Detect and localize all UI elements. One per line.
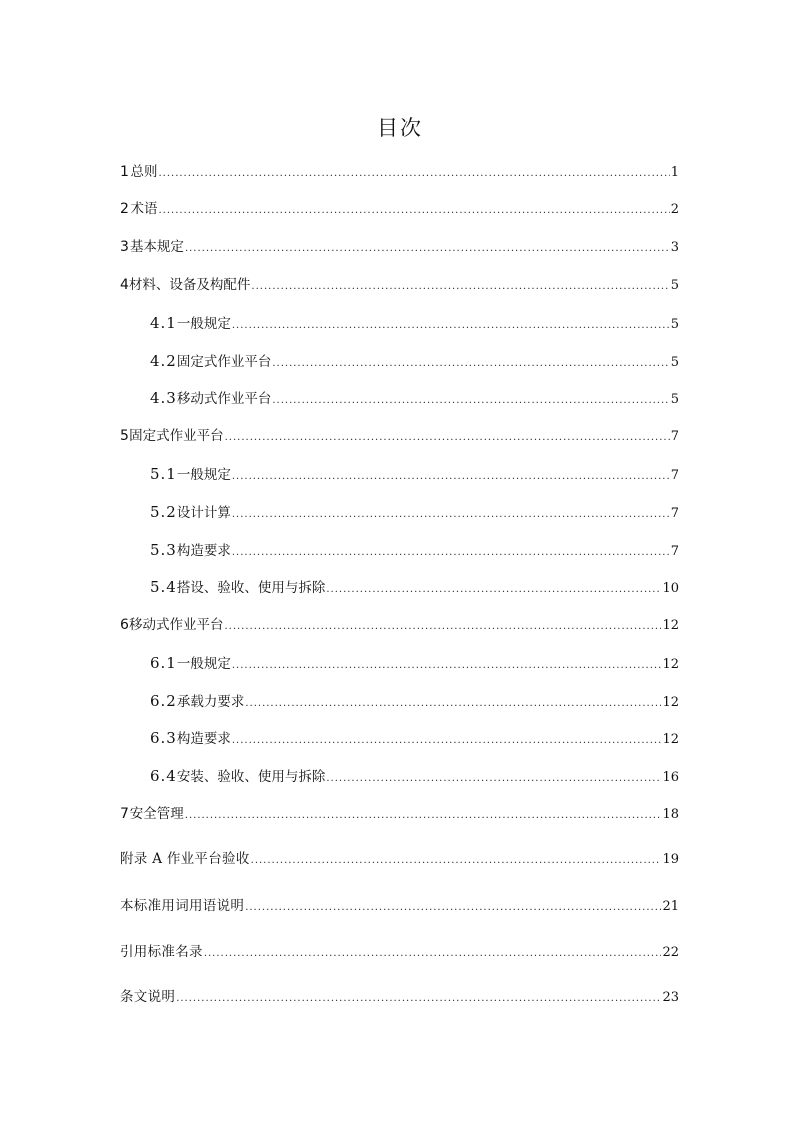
page-title: 目次 (377, 116, 423, 140)
dot-leader (232, 468, 670, 486)
dot-leader (158, 202, 669, 220)
toc-number: 5.4 (150, 578, 177, 596)
dot-leader (245, 899, 661, 917)
toc-number: 4.3 (150, 389, 177, 407)
toc-entry-7[interactable] (120, 805, 679, 823)
toc-entry-5-4[interactable] (150, 578, 679, 596)
toc-entry-clause-explanation[interactable] (120, 988, 679, 1006)
toc-number: 1 (120, 164, 129, 180)
toc-label: 附录 A 作业平台验收 (120, 851, 250, 867)
dot-leader (204, 945, 662, 963)
dot-leader (224, 618, 661, 636)
toc-label: 移动式作业平台 (176, 391, 272, 407)
dot-leader (232, 732, 662, 750)
toc-page-number: 21 (662, 899, 679, 914)
toc-entry-6[interactable] (120, 616, 679, 634)
toc-number: 5.1 (150, 465, 177, 483)
dot-leader (185, 807, 662, 825)
toc-page-number: 12 (662, 618, 679, 633)
toc-entry-referenced-standards[interactable] (120, 943, 679, 961)
toc-label: 固定式作业平台 (129, 428, 224, 444)
toc-page-number: 12 (662, 732, 679, 747)
toc-entry-appendix-a[interactable] (120, 850, 679, 868)
toc-entry-1[interactable] (120, 163, 679, 181)
dot-leader (326, 770, 661, 788)
toc-number: 2 (120, 201, 129, 217)
toc-number: 5.2 (150, 503, 177, 521)
toc-page-number: 12 (662, 657, 679, 672)
toc-label: 本标准用词用语说明 (120, 898, 245, 914)
toc-label: 承载力要求 (176, 694, 245, 710)
toc-label: 引用标准名录 (120, 944, 203, 960)
toc-page-number: 18 (662, 807, 679, 822)
toc-label: 构造要求 (176, 731, 231, 747)
toc-page-number: 1 (670, 165, 679, 180)
dot-leader (251, 278, 669, 296)
toc-label: 固定式作业平台 (176, 354, 272, 370)
dot-leader (232, 506, 670, 524)
toc-page-number: 7 (670, 429, 679, 444)
toc-page-number: 5 (670, 278, 679, 293)
toc-number: 6.4 (150, 767, 177, 785)
toc-page-number: 10 (662, 581, 679, 596)
dot-leader (185, 240, 670, 258)
toc-number: 5 (120, 428, 129, 444)
toc-entry-2[interactable] (120, 200, 679, 218)
toc-label: 总则 (130, 164, 158, 180)
toc-label: 构造要求 (176, 543, 231, 559)
toc-number: 3 (120, 239, 129, 255)
toc-label: 材料、设备及构配件 (128, 277, 251, 293)
toc-entry-6-3[interactable] (150, 729, 679, 747)
toc-page-number: 5 (670, 392, 679, 407)
toc-page-number: 22 (662, 945, 679, 960)
dot-leader (272, 392, 669, 410)
toc-number: 4.2 (150, 352, 177, 370)
toc-number: 6.3 (150, 729, 177, 747)
toc-label: 移动式作业平台 (128, 617, 224, 633)
toc-page-number: 5 (670, 355, 679, 370)
toc-page-number: 2 (670, 202, 679, 217)
toc-page-number: 7 (670, 544, 679, 559)
dot-leader (176, 990, 661, 1008)
toc-number: 5.3 (150, 541, 177, 559)
toc-label: 条文说明 (120, 989, 176, 1005)
toc-number: 6.2 (150, 692, 177, 710)
dot-leader (225, 429, 670, 447)
dot-leader (232, 544, 670, 562)
toc-entry-4[interactable] (120, 276, 679, 294)
toc-label: 一般规定 (176, 656, 231, 672)
toc-page-number: 19 (662, 852, 679, 867)
dot-leader (232, 317, 670, 335)
toc-entry-3[interactable] (120, 238, 679, 256)
toc-label: 安全管理 (129, 806, 184, 822)
toc-page-number: 5 (670, 317, 679, 332)
dot-leader (272, 355, 669, 373)
toc-page-number: 7 (670, 506, 679, 521)
dot-leader (326, 581, 661, 599)
toc-entry-wording-explanation[interactable] (120, 897, 679, 915)
dot-leader (232, 657, 662, 675)
dot-leader (251, 852, 662, 870)
toc-label: 术语 (130, 201, 158, 217)
toc-entry-6-1[interactable] (150, 654, 679, 672)
toc-number: 6.1 (150, 654, 177, 672)
toc-entry-4-3[interactable] (150, 389, 679, 407)
toc-page-number: 7 (670, 468, 679, 483)
toc-page-number: 23 (662, 990, 679, 1005)
toc-entry-6-2[interactable] (150, 692, 679, 710)
toc-entry-5-3[interactable] (150, 541, 679, 559)
toc-entry-5[interactable] (120, 427, 679, 445)
toc-page-number: 3 (670, 240, 679, 255)
toc-number: 6 (120, 617, 129, 633)
dot-leader (158, 165, 669, 183)
toc-label: 一般规定 (176, 316, 231, 332)
toc-label: 安装、验收、使用与拆除 (176, 769, 326, 785)
toc-page-number: 16 (662, 770, 679, 785)
toc-entry-5-2[interactable] (150, 503, 679, 521)
toc-page-number: 12 (662, 695, 679, 710)
toc-number: 4.1 (150, 314, 177, 332)
toc-entry-6-4[interactable] (150, 767, 679, 785)
toc-entry-5-1[interactable] (150, 465, 679, 483)
toc-label: 基本规定 (129, 239, 184, 255)
toc-label: 设计计算 (176, 505, 231, 521)
toc-number: 4 (120, 277, 129, 293)
toc-label: 一般规定 (176, 467, 231, 483)
toc-entry-4-1[interactable] (150, 314, 679, 332)
dot-leader (245, 695, 661, 713)
toc-entry-4-2[interactable] (150, 352, 679, 370)
toc-number: 7 (120, 806, 129, 822)
toc-label: 搭设、验收、使用与拆除 (176, 580, 326, 596)
